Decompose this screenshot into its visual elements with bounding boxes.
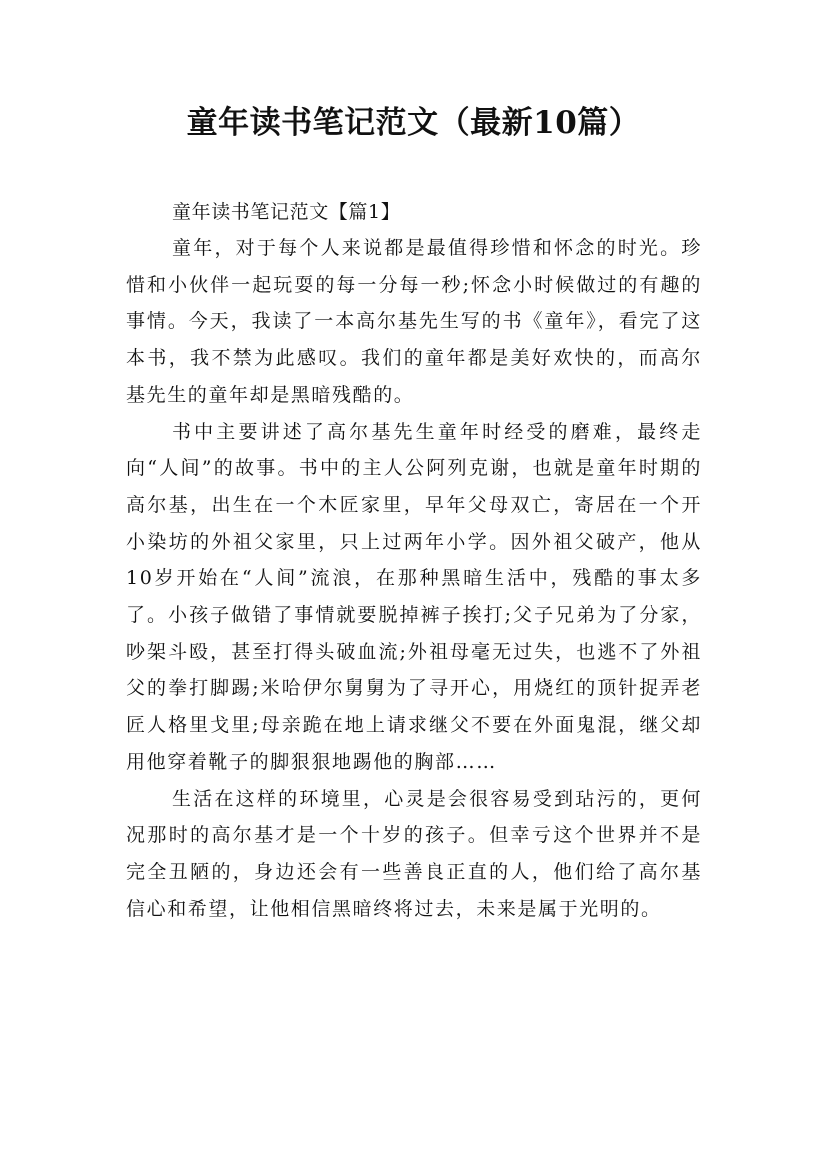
document-title: 童年读书笔记范文（最新10篇） xyxy=(186,105,641,141)
document-body xyxy=(126,194,702,927)
paragraph-2: 书中主要讲述了高尔基先生童年时经受的磨难，最终走向“人间”的故事。书中的主人公阿列克谢，也就是童年时期的高尔基，出生在一个木匠家里，早年父母双亡，寄居在一个开小染坊的外祖父家里，只上过两年小学。因外祖父破产，他从10岁开始在“人间”流浪，在那种黑暗生活中，残酷的事太多了。小孩子做错了事情就要脱掉裤子挨打;父子兄弟为了分家，吵架斗殴，甚至打得头破血流;外祖母毫无过失，也逃不了外祖父的拳打脚踢;米哈伊尔舅舅为了寻开心，用烧红的顶针捉弄老匠人格里戈里;母亲跪在地上请求继父不要在外面鬼混，继父却用他穿着靴子的脚狠狠地踢他的胸部…… xyxy=(126,420,702,773)
paragraph-3: 生活在这样的环境里，心灵是会很容易受到玷污的，更何况那时的高尔基才是一个十岁的孩子。但幸亏这个世界并不是完全丑陋的，身边还会有一些善良正直的人，他们给了高尔基信心和希望，让他相信黑暗终将过去，未来是属于光明的。 xyxy=(126,787,702,920)
paragraph-1: 童年，对于每个人来说都是最值得珍惜和怀念的时光。珍惜和小伙伴一起玩耍的每一分每一秒;怀念小时候做过的有趣的事情。今天，我读了一本高尔基先生写的书《童年》，看完了这本书，我不禁为此感叹。我们的童年都是美好欢快的，而高尔基先生的童年却是黑暗残酷的。 xyxy=(126,237,702,406)
section-heading: 童年读书笔记范文【篇1】 xyxy=(172,201,401,223)
